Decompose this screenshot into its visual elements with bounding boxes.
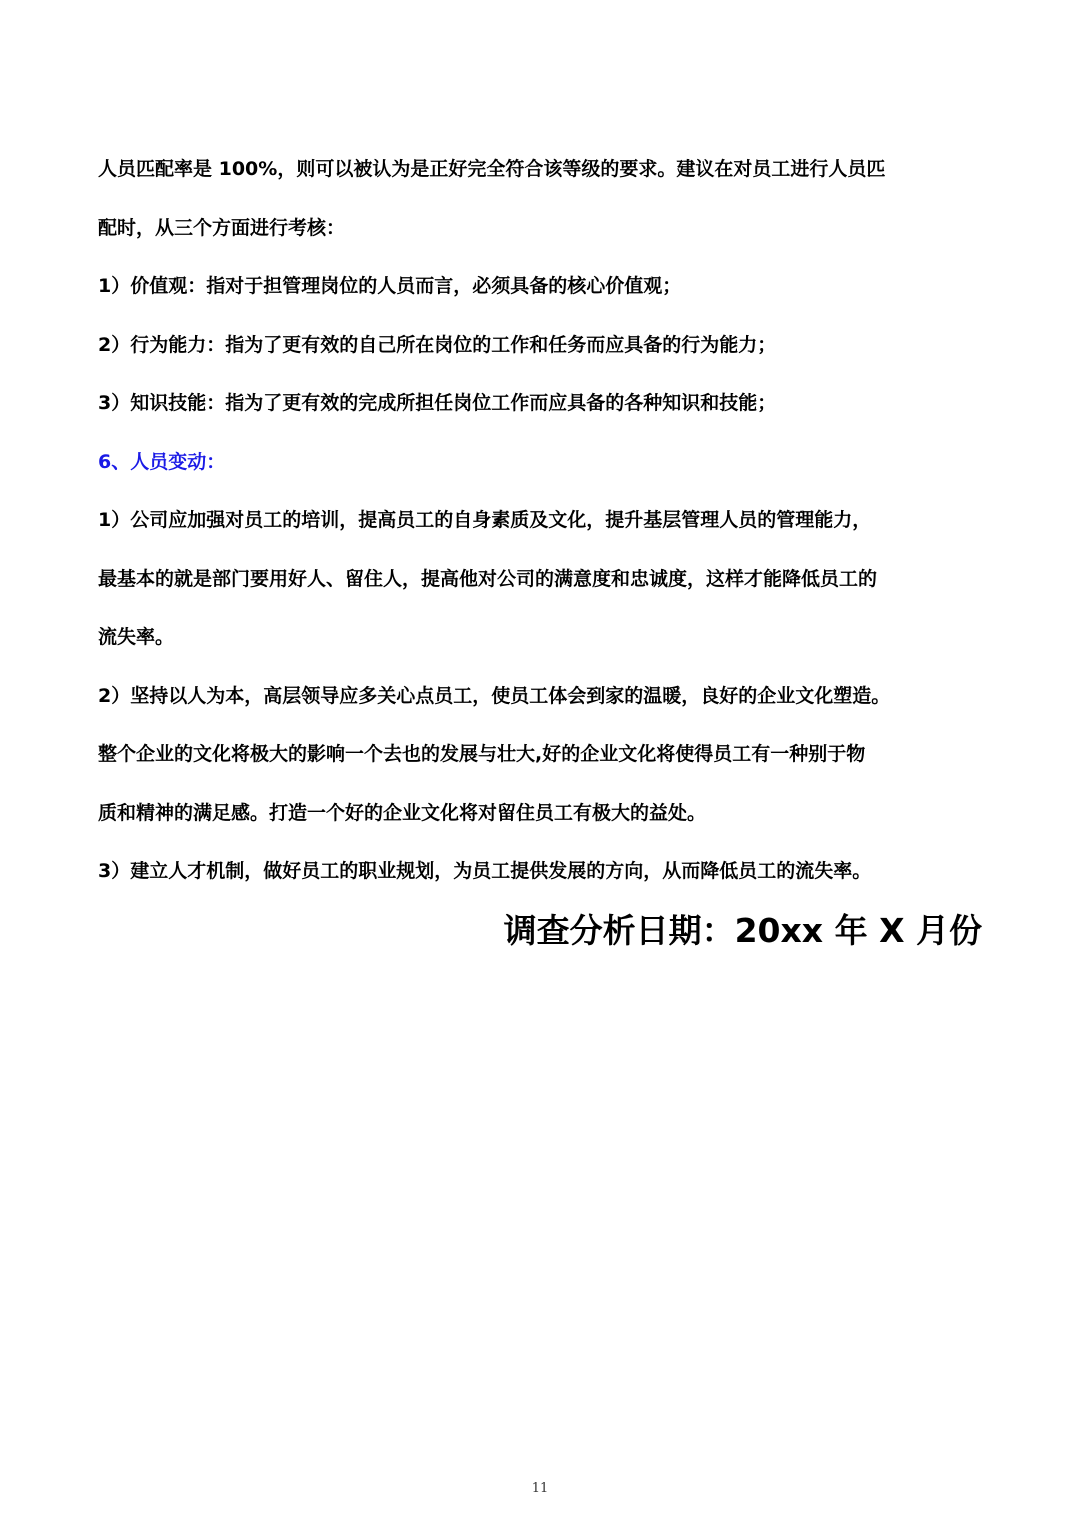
paragraph-line: 1）公司应加强对员工的培训，提高员工的自身素质及文化，提升基层管理人员的管理能力， [98,509,872,531]
paragraph-line: 质和精神的满足感。打造一个好的企业文化将对留住员工有极大的益处。 [98,801,707,824]
list-item-values: 1）价值观：指对于担管理岗位的人员而言，必须具备的核心价值观； [98,275,682,297]
paragraph-line: 流失率。 [98,626,175,648]
document-body [98,140,982,901]
section-heading: 6、人员变动： [98,450,226,473]
paragraph-line: 2）坚持以人为本，高层领导应多关心点员工，使员工体会到家的温暖，良好的企业文化塑造。 [98,684,891,707]
paragraph-line: 最基本的就是部门要用好人、留住人，提高他对公司的满意度和忠诚度，这样才能降低员工的 [98,567,878,590]
paragraph-line: 配时，从三个方面进行考核： [98,216,346,239]
paragraph-line: 人员匹配率是 100%，则可以被认为是正好完全符合该等级的要求。建议在对员工进行人员匹 [98,158,886,180]
list-item-behavior: 2）行为能力：指为了更有效的自己所在岗位的工作和任务而应具备的行为能力； [98,333,777,356]
paragraph-line: 整个企业的文化将极大的影响一个去也的发展与壮大,好的企业文化将使得员工有一种别于物 [98,743,866,765]
page-number: 11 [531,1481,549,1496]
list-item-knowledge: 3）知识技能：指为了更有效的完成所担任岗位工作而应具备的各种知识和技能； [98,392,777,414]
survey-date: 调查分析日期：20xx 年 X 月份 [503,911,982,950]
paragraph-line: 3）建立人才机制，做好员工的职业规划，为员工提供发展的方向，从而降低员工的流失率。 [98,860,872,882]
